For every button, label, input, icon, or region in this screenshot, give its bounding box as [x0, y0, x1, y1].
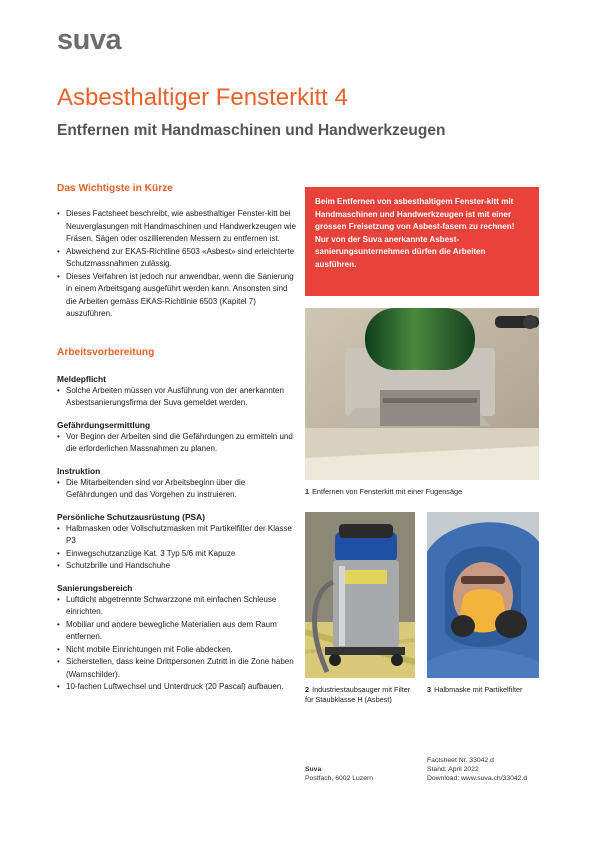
- figure-caption: [305, 685, 415, 704]
- staubsauger-image: [305, 512, 415, 678]
- caption-text: Industriestaubsauger mit Filter für Staubklasse H (Asbest): [305, 685, 411, 704]
- section-title: Gefährdungsermittlung: [57, 419, 151, 430]
- footer-org: Suva: [305, 766, 322, 773]
- figure-caption: [305, 487, 539, 497]
- page-title: Asbesthaltiger Fensterkitt 4: [57, 84, 348, 111]
- figure-number: 2: [305, 685, 310, 694]
- summary-list: [57, 208, 297, 321]
- list-item: • Abweichend zur EKAS-Richtline 6503 «Asbest» sind erleichterte Schutzmassnahmen zulässig.: [57, 246, 297, 271]
- left-column: [57, 183, 297, 704]
- list-item: • Solche Arbeiten müssen vor Ausführung von der anerkannten Asbestsanierungsfirma der Suva gemeldet werden.: [57, 385, 297, 410]
- preparation-heading: Arbeitsvorbereitung: [57, 346, 155, 358]
- figure-number: 3: [427, 685, 432, 694]
- list-item: • Luftdicht abgetrennte Schwarzzone mit einfachen Schleuse einrichten.: [57, 594, 297, 619]
- caption-text: Entfernen von Fensterkitt mit einer Fugensäge: [312, 487, 463, 496]
- list-item: • Die Mitarbeitenden sind vor Arbeitsbeginn über die Gefährdungen und das Vorgehen zu instruieren.: [57, 477, 297, 502]
- section-title: Instruktion: [57, 465, 101, 476]
- section-gefaehrdung: [57, 420, 297, 456]
- warning-box: [305, 187, 539, 296]
- list-item: • Einwegschutzanzüge Kat. 3 Typ 5/6 mit Kapuze: [57, 548, 297, 561]
- list-item: • Vor Beginn der Arbeiten sind die Gefährdungen zu ermitteln und die erforderlichen Massnahmen zu planen.: [57, 431, 297, 456]
- section-title: Sanierungsbereich: [57, 582, 133, 593]
- summary-heading: Das Wichtigste in Kürze: [57, 183, 173, 194]
- footer-address-line: Postfach, 6002 Luzern: [305, 775, 374, 782]
- section-title: Persönliche Schutzausrüstung (PSA): [57, 511, 205, 522]
- photo-fugensaege: [305, 308, 539, 480]
- warning-text: Nur von der Suva anerkannte Asbest-sanierungsunternehmen dürfen die Arbeiten ausführen.: [315, 234, 486, 269]
- list-item: • 10-fachen Luftwechsel und Unterdruck (20 Pascal) aufbauen.: [57, 681, 297, 694]
- list-item: • Dieses Factsheet beschreibt, wie asbesthaltiger Fenster-kitt bei Neuverglasungen mit Handmaschinen und Handwerkzeugen wie Fräsen, Sägen oder oszillierenden Messern zu entfernen ist.: [57, 208, 297, 246]
- photo-staubsauger: [305, 512, 415, 678]
- footer-download: Download: www.suva.ch/33042.d: [427, 775, 528, 782]
- caption-text: Halbmaske mit Partikelfilter: [434, 685, 523, 694]
- fugensaege-image: [305, 308, 539, 480]
- figure-caption: [427, 685, 539, 695]
- footer-factsheet: Factsheet Nr. 33042.d: [427, 757, 494, 764]
- section-sanierungsbereich: [57, 583, 297, 694]
- list-item: • Schutzbrille und Handschuhe: [57, 560, 297, 573]
- list-item: • Nicht mobile Einrichtungen mit Folie abdecken.: [57, 644, 297, 657]
- suva-logo: suva: [57, 24, 122, 56]
- footer-meta: [427, 756, 527, 783]
- footer-address: [305, 765, 373, 783]
- section-meldepflicht: [57, 374, 297, 410]
- list-item: • Mobiliar und andere bewegliche Materialien aus dem Raum entfernen.: [57, 619, 297, 644]
- halbmaske-image: [427, 512, 539, 678]
- section-title: Meldepflicht: [57, 373, 106, 384]
- page-subtitle: Entfernen mit Handmaschinen und Handwerkzeugen: [57, 122, 446, 139]
- list-item: • Sicherstellen, dass keine Drittpersonen Zutritt in die Zone haben (Warnschilder).: [57, 656, 297, 681]
- footer-stand: Stand: April 2022: [427, 766, 479, 773]
- section-psa: [57, 512, 297, 573]
- figure-number: 1: [305, 487, 310, 496]
- photo-halbmaske: [427, 512, 539, 678]
- list-item: • Halbmasken oder Vollschutzmasken mit Partikelfilter der Klasse P3: [57, 523, 297, 548]
- list-item: • Dieses Verfahren ist jedoch nur anwendbar, wenn die Sanierung in einem Arbeitsgang ausgeführt werden kann. Ansonsten sind die Arbeiten gemäss EKAS-Richtlinie 6503 (Kapitel 7) auszuführen.: [57, 271, 297, 321]
- section-instruktion: [57, 466, 297, 502]
- warning-text: Beim Entfernen von asbesthaltigem Fenster-kitt mit Handmaschinen und Handwerkzeugen ist mit einer grossen Freisetzung von Asbest-fasern zu rechnen!: [315, 197, 515, 232]
